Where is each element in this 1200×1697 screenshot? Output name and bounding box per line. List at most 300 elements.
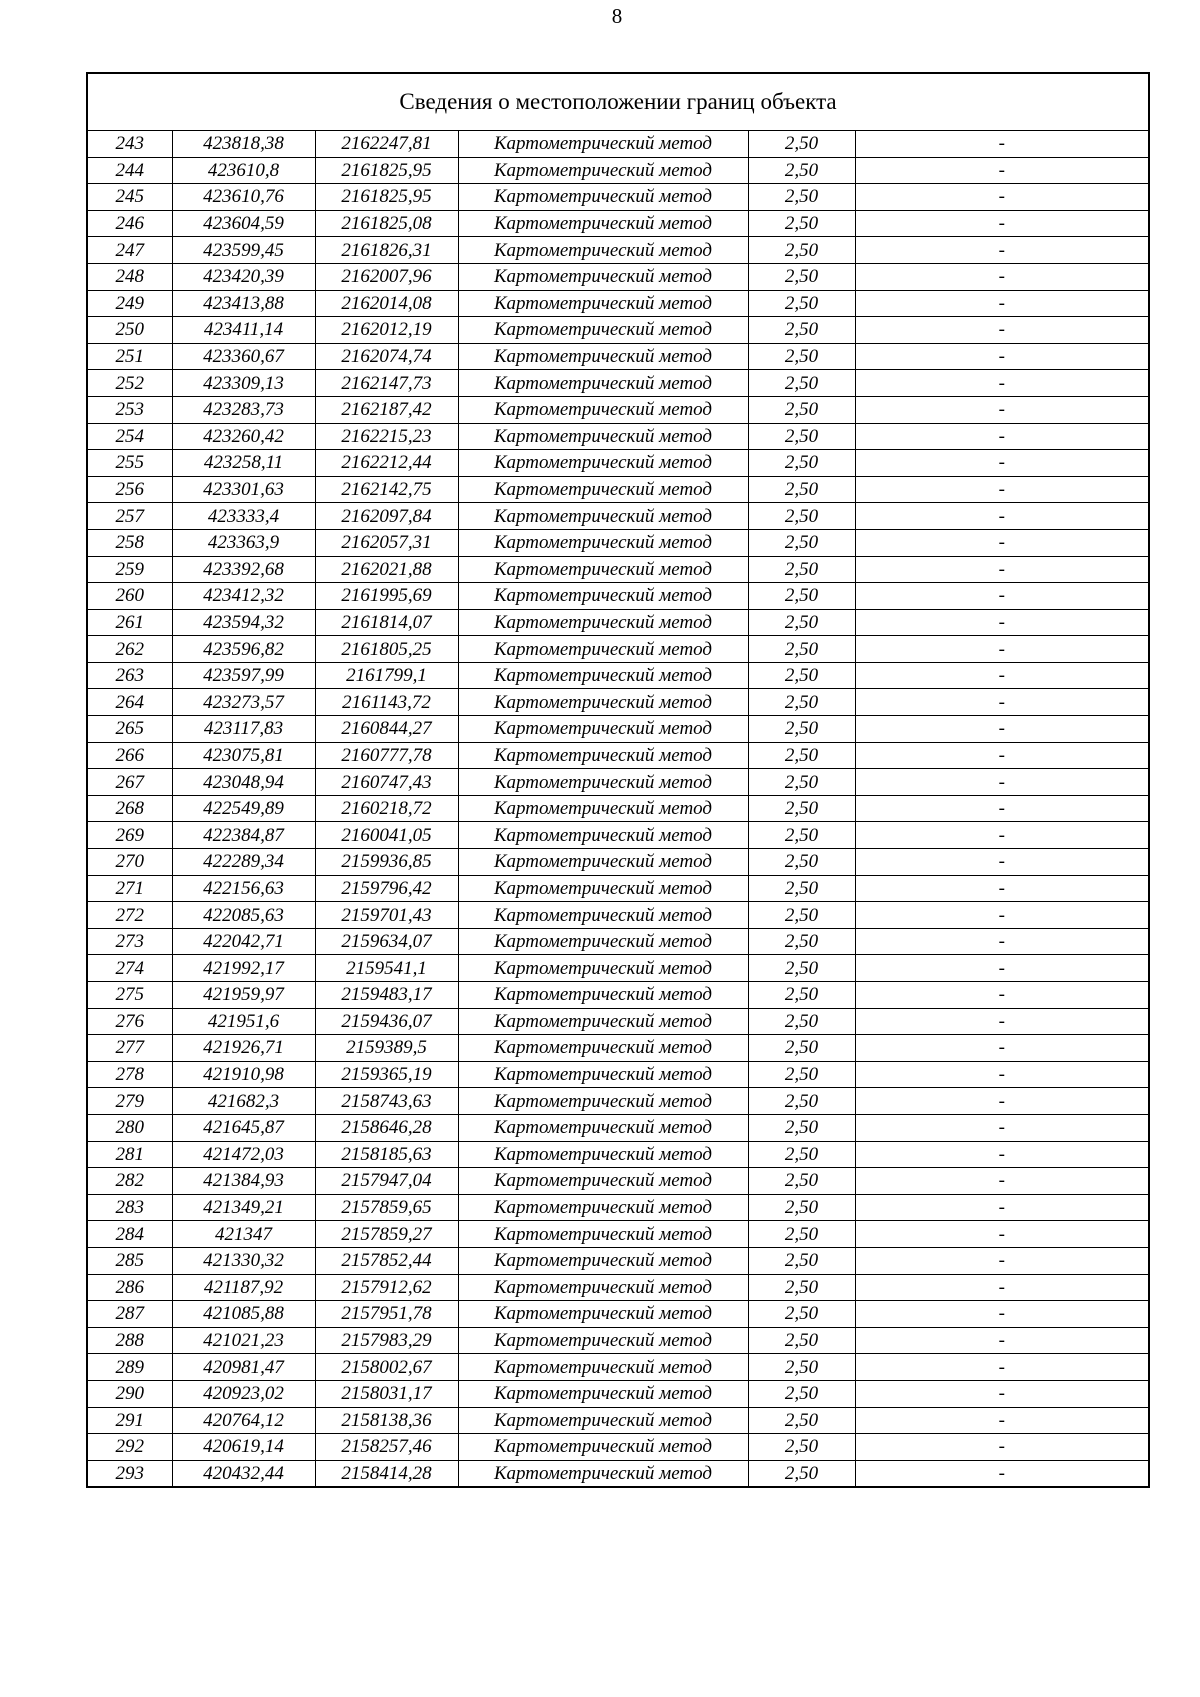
- method-cell: Картометрический метод: [458, 263, 748, 290]
- description-cell: -: [855, 1327, 1149, 1354]
- accuracy-cell: 2,50: [748, 982, 855, 1009]
- y-coordinate-cell: 2161825,08: [315, 210, 458, 237]
- method-cell: Картометрический метод: [458, 423, 748, 450]
- y-coordinate-cell: 2162215,23: [315, 423, 458, 450]
- method-cell: Картометрический метод: [458, 450, 748, 477]
- accuracy-cell: 2,50: [748, 184, 855, 211]
- table-row: [87, 716, 1149, 743]
- x-coordinate-cell: 422042,71: [172, 928, 315, 955]
- y-coordinate-cell: 2162212,44: [315, 450, 458, 477]
- method-cell: Картометрический метод: [458, 503, 748, 530]
- description-cell: -: [855, 157, 1149, 184]
- y-coordinate-cell: 2161143,72: [315, 689, 458, 716]
- method-cell: Картометрический метод: [458, 1221, 748, 1248]
- point-number-cell: 261: [87, 609, 172, 636]
- description-cell: -: [855, 1274, 1149, 1301]
- accuracy-cell: 2,50: [748, 1247, 855, 1274]
- accuracy-cell: 2,50: [748, 689, 855, 716]
- y-coordinate-cell: 2162012,19: [315, 317, 458, 344]
- method-cell: Картометрический метод: [458, 184, 748, 211]
- table-row: [87, 795, 1149, 822]
- method-cell: Картометрический метод: [458, 769, 748, 796]
- x-coordinate-cell: 423048,94: [172, 769, 315, 796]
- method-cell: Картометрический метод: [458, 875, 748, 902]
- x-coordinate-cell: 421910,98: [172, 1061, 315, 1088]
- y-coordinate-cell: 2157947,04: [315, 1168, 458, 1195]
- method-cell: Картометрический метод: [458, 370, 748, 397]
- description-cell: -: [855, 237, 1149, 264]
- table-row: [87, 875, 1149, 902]
- accuracy-cell: 2,50: [748, 849, 855, 876]
- accuracy-cell: 2,50: [748, 1434, 855, 1461]
- method-cell: Картометрический метод: [458, 822, 748, 849]
- method-cell: Картометрический метод: [458, 1194, 748, 1221]
- accuracy-cell: 2,50: [748, 822, 855, 849]
- point-number-cell: 270: [87, 849, 172, 876]
- y-coordinate-cell: 2162187,42: [315, 396, 458, 423]
- point-number-cell: 280: [87, 1114, 172, 1141]
- x-coordinate-cell: 423604,59: [172, 210, 315, 237]
- table-row: [87, 1247, 1149, 1274]
- method-cell: Картометрический метод: [458, 1061, 748, 1088]
- accuracy-cell: 2,50: [748, 290, 855, 317]
- table-row: [87, 184, 1149, 211]
- x-coordinate-cell: 423392,68: [172, 556, 315, 583]
- description-cell: -: [855, 1301, 1149, 1328]
- x-coordinate-cell: 421959,97: [172, 982, 315, 1009]
- x-coordinate-cell: 422289,34: [172, 849, 315, 876]
- y-coordinate-cell: 2161825,95: [315, 184, 458, 211]
- method-cell: Картометрический метод: [458, 343, 748, 370]
- y-coordinate-cell: 2157859,27: [315, 1221, 458, 1248]
- description-cell: -: [855, 396, 1149, 423]
- x-coordinate-cell: 421021,23: [172, 1327, 315, 1354]
- description-cell: -: [855, 662, 1149, 689]
- accuracy-cell: 2,50: [748, 1301, 855, 1328]
- accuracy-cell: 2,50: [748, 450, 855, 477]
- method-cell: Картометрический метод: [458, 1088, 748, 1115]
- accuracy-cell: 2,50: [748, 1008, 855, 1035]
- table-row: [87, 902, 1149, 929]
- point-number-cell: 246: [87, 210, 172, 237]
- x-coordinate-cell: 423610,76: [172, 184, 315, 211]
- table-row: [87, 317, 1149, 344]
- method-cell: Картометрический метод: [458, 1327, 748, 1354]
- y-coordinate-cell: 2158031,17: [315, 1380, 458, 1407]
- accuracy-cell: 2,50: [748, 795, 855, 822]
- accuracy-cell: 2,50: [748, 1354, 855, 1381]
- accuracy-cell: 2,50: [748, 343, 855, 370]
- description-cell: -: [855, 1407, 1149, 1434]
- point-number-cell: 285: [87, 1247, 172, 1274]
- table-row: [87, 529, 1149, 556]
- x-coordinate-cell: 421926,71: [172, 1035, 315, 1062]
- description-cell: -: [855, 184, 1149, 211]
- point-number-cell: 273: [87, 928, 172, 955]
- accuracy-cell: 2,50: [748, 875, 855, 902]
- method-cell: Картометрический метод: [458, 795, 748, 822]
- x-coordinate-cell: 423258,11: [172, 450, 315, 477]
- accuracy-cell: 2,50: [748, 1114, 855, 1141]
- description-cell: -: [855, 1168, 1149, 1195]
- point-number-cell: 279: [87, 1088, 172, 1115]
- x-coordinate-cell: 422085,63: [172, 902, 315, 929]
- description-cell: -: [855, 1434, 1149, 1461]
- y-coordinate-cell: 2162074,74: [315, 343, 458, 370]
- table-row: [87, 343, 1149, 370]
- y-coordinate-cell: 2162147,73: [315, 370, 458, 397]
- description-cell: -: [855, 1008, 1149, 1035]
- y-coordinate-cell: 2160218,72: [315, 795, 458, 822]
- point-number-cell: 247: [87, 237, 172, 264]
- table-row: [87, 476, 1149, 503]
- table-row: [87, 1407, 1149, 1434]
- y-coordinate-cell: 2158138,36: [315, 1407, 458, 1434]
- point-number-cell: 288: [87, 1327, 172, 1354]
- x-coordinate-cell: 423117,83: [172, 716, 315, 743]
- y-coordinate-cell: 2161814,07: [315, 609, 458, 636]
- x-coordinate-cell: 421085,88: [172, 1301, 315, 1328]
- description-cell: -: [855, 1088, 1149, 1115]
- point-number-cell: 281: [87, 1141, 172, 1168]
- accuracy-cell: 2,50: [748, 263, 855, 290]
- y-coordinate-cell: 2162057,31: [315, 529, 458, 556]
- method-cell: Картометрический метод: [458, 662, 748, 689]
- x-coordinate-cell: 423363,9: [172, 529, 315, 556]
- table-row: [87, 636, 1149, 663]
- point-number-cell: 291: [87, 1407, 172, 1434]
- point-number-cell: 290: [87, 1380, 172, 1407]
- description-cell: -: [855, 423, 1149, 450]
- accuracy-cell: 2,50: [748, 1460, 855, 1487]
- method-cell: Картометрический метод: [458, 716, 748, 743]
- description-cell: -: [855, 290, 1149, 317]
- method-cell: Картометрический метод: [458, 849, 748, 876]
- accuracy-cell: 2,50: [748, 423, 855, 450]
- x-coordinate-cell: 421347: [172, 1221, 315, 1248]
- x-coordinate-cell: 423273,57: [172, 689, 315, 716]
- method-cell: Картометрический метод: [458, 476, 748, 503]
- y-coordinate-cell: 2162142,75: [315, 476, 458, 503]
- x-coordinate-cell: 420764,12: [172, 1407, 315, 1434]
- description-cell: -: [855, 476, 1149, 503]
- y-coordinate-cell: 2157983,29: [315, 1327, 458, 1354]
- accuracy-cell: 2,50: [748, 210, 855, 237]
- accuracy-cell: 2,50: [748, 396, 855, 423]
- description-cell: -: [855, 849, 1149, 876]
- x-coordinate-cell: 420923,02: [172, 1380, 315, 1407]
- description-cell: -: [855, 1380, 1149, 1407]
- x-coordinate-cell: 421645,87: [172, 1114, 315, 1141]
- table-row: [87, 396, 1149, 423]
- accuracy-cell: 2,50: [748, 1061, 855, 1088]
- description-cell: -: [855, 1114, 1149, 1141]
- table-row: [87, 609, 1149, 636]
- description-cell: -: [855, 1460, 1149, 1487]
- point-number-cell: 250: [87, 317, 172, 344]
- method-cell: Картометрический метод: [458, 636, 748, 663]
- table-row: [87, 290, 1149, 317]
- method-cell: Картометрический метод: [458, 609, 748, 636]
- table-row: [87, 982, 1149, 1009]
- point-number-cell: 256: [87, 476, 172, 503]
- description-cell: -: [855, 795, 1149, 822]
- table-row: [87, 1274, 1149, 1301]
- x-coordinate-cell: 421187,92: [172, 1274, 315, 1301]
- method-cell: Картометрический метод: [458, 1168, 748, 1195]
- description-cell: -: [855, 742, 1149, 769]
- description-cell: -: [855, 583, 1149, 610]
- y-coordinate-cell: 2159389,5: [315, 1035, 458, 1062]
- point-number-cell: 283: [87, 1194, 172, 1221]
- page-number: 8: [611, 4, 623, 28]
- y-coordinate-cell: 2157852,44: [315, 1247, 458, 1274]
- description-cell: -: [855, 1141, 1149, 1168]
- y-coordinate-cell: 2159936,85: [315, 849, 458, 876]
- method-cell: Картометрический метод: [458, 210, 748, 237]
- accuracy-cell: 2,50: [748, 583, 855, 610]
- point-number-cell: 248: [87, 263, 172, 290]
- table-row: [87, 955, 1149, 982]
- accuracy-cell: 2,50: [748, 716, 855, 743]
- accuracy-cell: 2,50: [748, 1380, 855, 1407]
- description-cell: -: [855, 556, 1149, 583]
- table-row: [87, 1061, 1149, 1088]
- table-row: [87, 1088, 1149, 1115]
- y-coordinate-cell: 2161995,69: [315, 583, 458, 610]
- point-number-cell: 253: [87, 396, 172, 423]
- y-coordinate-cell: 2160777,78: [315, 742, 458, 769]
- y-coordinate-cell: 2162247,81: [315, 131, 458, 158]
- table-row: [87, 1194, 1149, 1221]
- x-coordinate-cell: 423413,88: [172, 290, 315, 317]
- description-cell: -: [855, 1035, 1149, 1062]
- point-number-cell: 293: [87, 1460, 172, 1487]
- x-coordinate-cell: 421951,6: [172, 1008, 315, 1035]
- x-coordinate-cell: 420981,47: [172, 1354, 315, 1381]
- x-coordinate-cell: 421330,32: [172, 1247, 315, 1274]
- point-number-cell: 287: [87, 1301, 172, 1328]
- x-coordinate-cell: 423594,32: [172, 609, 315, 636]
- y-coordinate-cell: 2158257,46: [315, 1434, 458, 1461]
- description-cell: -: [855, 875, 1149, 902]
- x-coordinate-cell: 420432,44: [172, 1460, 315, 1487]
- x-coordinate-cell: 423412,32: [172, 583, 315, 610]
- table-row: [87, 1434, 1149, 1461]
- point-number-cell: 255: [87, 450, 172, 477]
- accuracy-cell: 2,50: [748, 157, 855, 184]
- method-cell: Картометрический метод: [458, 1407, 748, 1434]
- accuracy-cell: 2,50: [748, 636, 855, 663]
- y-coordinate-cell: 2158743,63: [315, 1088, 458, 1115]
- accuracy-cell: 2,50: [748, 1035, 855, 1062]
- accuracy-cell: 2,50: [748, 317, 855, 344]
- y-coordinate-cell: 2162021,88: [315, 556, 458, 583]
- method-cell: Картометрический метод: [458, 1274, 748, 1301]
- table-row: [87, 583, 1149, 610]
- method-cell: Картометрический метод: [458, 1035, 748, 1062]
- table-row: [87, 556, 1149, 583]
- table-row: [87, 263, 1149, 290]
- x-coordinate-cell: 423599,45: [172, 237, 315, 264]
- point-number-cell: 245: [87, 184, 172, 211]
- method-cell: Картометрический метод: [458, 1247, 748, 1274]
- description-cell: -: [855, 928, 1149, 955]
- table-row: [87, 1301, 1149, 1328]
- y-coordinate-cell: 2161805,25: [315, 636, 458, 663]
- x-coordinate-cell: 422384,87: [172, 822, 315, 849]
- point-number-cell: 267: [87, 769, 172, 796]
- point-number-cell: 264: [87, 689, 172, 716]
- point-number-cell: 265: [87, 716, 172, 743]
- x-coordinate-cell: 423301,63: [172, 476, 315, 503]
- y-coordinate-cell: 2159701,43: [315, 902, 458, 929]
- point-number-cell: 286: [87, 1274, 172, 1301]
- table-row: [87, 1168, 1149, 1195]
- accuracy-cell: 2,50: [748, 1088, 855, 1115]
- table-row: [87, 689, 1149, 716]
- table-row: [87, 503, 1149, 530]
- y-coordinate-cell: 2159796,42: [315, 875, 458, 902]
- table-row: [87, 1380, 1149, 1407]
- method-cell: Картометрический метод: [458, 1354, 748, 1381]
- description-cell: -: [855, 131, 1149, 158]
- point-number-cell: 244: [87, 157, 172, 184]
- point-number-cell: 243: [87, 131, 172, 158]
- y-coordinate-cell: 2161799,1: [315, 662, 458, 689]
- description-cell: -: [855, 982, 1149, 1009]
- table-row: [87, 769, 1149, 796]
- description-cell: -: [855, 370, 1149, 397]
- y-coordinate-cell: 2160844,27: [315, 716, 458, 743]
- table-row: [87, 1141, 1149, 1168]
- x-coordinate-cell: 423610,8: [172, 157, 315, 184]
- point-number-cell: 292: [87, 1434, 172, 1461]
- table-row: [87, 849, 1149, 876]
- y-coordinate-cell: 2160747,43: [315, 769, 458, 796]
- accuracy-cell: 2,50: [748, 476, 855, 503]
- accuracy-cell: 2,50: [748, 370, 855, 397]
- y-coordinate-cell: 2158414,28: [315, 1460, 458, 1487]
- accuracy-cell: 2,50: [748, 769, 855, 796]
- point-number-cell: 257: [87, 503, 172, 530]
- y-coordinate-cell: 2158002,67: [315, 1354, 458, 1381]
- accuracy-cell: 2,50: [748, 556, 855, 583]
- y-coordinate-cell: 2157859,65: [315, 1194, 458, 1221]
- table-row: [87, 662, 1149, 689]
- x-coordinate-cell: 421472,03: [172, 1141, 315, 1168]
- method-cell: Картометрический метод: [458, 1141, 748, 1168]
- description-cell: -: [855, 529, 1149, 556]
- accuracy-cell: 2,50: [748, 662, 855, 689]
- table-row: [87, 1035, 1149, 1062]
- point-number-cell: 269: [87, 822, 172, 849]
- point-number-cell: 282: [87, 1168, 172, 1195]
- table-row: [87, 742, 1149, 769]
- x-coordinate-cell: 423360,67: [172, 343, 315, 370]
- method-cell: Картометрический метод: [458, 689, 748, 716]
- y-coordinate-cell: 2161826,31: [315, 237, 458, 264]
- description-cell: -: [855, 1221, 1149, 1248]
- table-row: [87, 1221, 1149, 1248]
- x-coordinate-cell: 423818,38: [172, 131, 315, 158]
- x-coordinate-cell: 423283,73: [172, 396, 315, 423]
- y-coordinate-cell: 2161825,95: [315, 157, 458, 184]
- table-row: [87, 423, 1149, 450]
- point-number-cell: 275: [87, 982, 172, 1009]
- point-number-cell: 260: [87, 583, 172, 610]
- point-number-cell: 249: [87, 290, 172, 317]
- accuracy-cell: 2,50: [748, 131, 855, 158]
- accuracy-cell: 2,50: [748, 928, 855, 955]
- table-title-row: [87, 73, 1149, 131]
- method-cell: Картометрический метод: [458, 928, 748, 955]
- description-cell: -: [855, 955, 1149, 982]
- description-cell: -: [855, 317, 1149, 344]
- method-cell: Картометрический метод: [458, 1008, 748, 1035]
- description-cell: -: [855, 450, 1149, 477]
- method-cell: Картометрический метод: [458, 556, 748, 583]
- table-row: [87, 131, 1149, 158]
- point-number-cell: 284: [87, 1221, 172, 1248]
- table-row: [87, 210, 1149, 237]
- x-coordinate-cell: 423597,99: [172, 662, 315, 689]
- method-cell: Картометрический метод: [458, 237, 748, 264]
- x-coordinate-cell: 422156,63: [172, 875, 315, 902]
- point-number-cell: 254: [87, 423, 172, 450]
- description-cell: -: [855, 210, 1149, 237]
- accuracy-cell: 2,50: [748, 1141, 855, 1168]
- description-cell: -: [855, 636, 1149, 663]
- accuracy-cell: 2,50: [748, 237, 855, 264]
- point-number-cell: 258: [87, 529, 172, 556]
- table-row: [87, 1354, 1149, 1381]
- y-coordinate-cell: 2159365,19: [315, 1061, 458, 1088]
- y-coordinate-cell: 2162097,84: [315, 503, 458, 530]
- method-cell: Картометрический метод: [458, 955, 748, 982]
- y-coordinate-cell: 2157912,62: [315, 1274, 458, 1301]
- description-cell: -: [855, 263, 1149, 290]
- y-coordinate-cell: 2159483,17: [315, 982, 458, 1009]
- method-cell: Картометрический метод: [458, 290, 748, 317]
- y-coordinate-cell: 2159634,07: [315, 928, 458, 955]
- point-number-cell: 277: [87, 1035, 172, 1062]
- point-number-cell: 268: [87, 795, 172, 822]
- point-number-cell: 266: [87, 742, 172, 769]
- method-cell: Картометрический метод: [458, 1114, 748, 1141]
- point-number-cell: 272: [87, 902, 172, 929]
- accuracy-cell: 2,50: [748, 742, 855, 769]
- y-coordinate-cell: 2162007,96: [315, 263, 458, 290]
- x-coordinate-cell: 423309,13: [172, 370, 315, 397]
- description-cell: -: [855, 769, 1149, 796]
- method-cell: Картометрический метод: [458, 742, 748, 769]
- table-row: [87, 450, 1149, 477]
- x-coordinate-cell: 421349,21: [172, 1194, 315, 1221]
- y-coordinate-cell: 2158185,63: [315, 1141, 458, 1168]
- table-row: [87, 1008, 1149, 1035]
- y-coordinate-cell: 2158646,28: [315, 1114, 458, 1141]
- x-coordinate-cell: 423420,39: [172, 263, 315, 290]
- accuracy-cell: 2,50: [748, 902, 855, 929]
- table-row: [87, 1114, 1149, 1141]
- accuracy-cell: 2,50: [748, 1274, 855, 1301]
- point-number-cell: 274: [87, 955, 172, 982]
- table-row: [87, 928, 1149, 955]
- x-coordinate-cell: 423411,14: [172, 317, 315, 344]
- point-number-cell: 276: [87, 1008, 172, 1035]
- description-cell: -: [855, 902, 1149, 929]
